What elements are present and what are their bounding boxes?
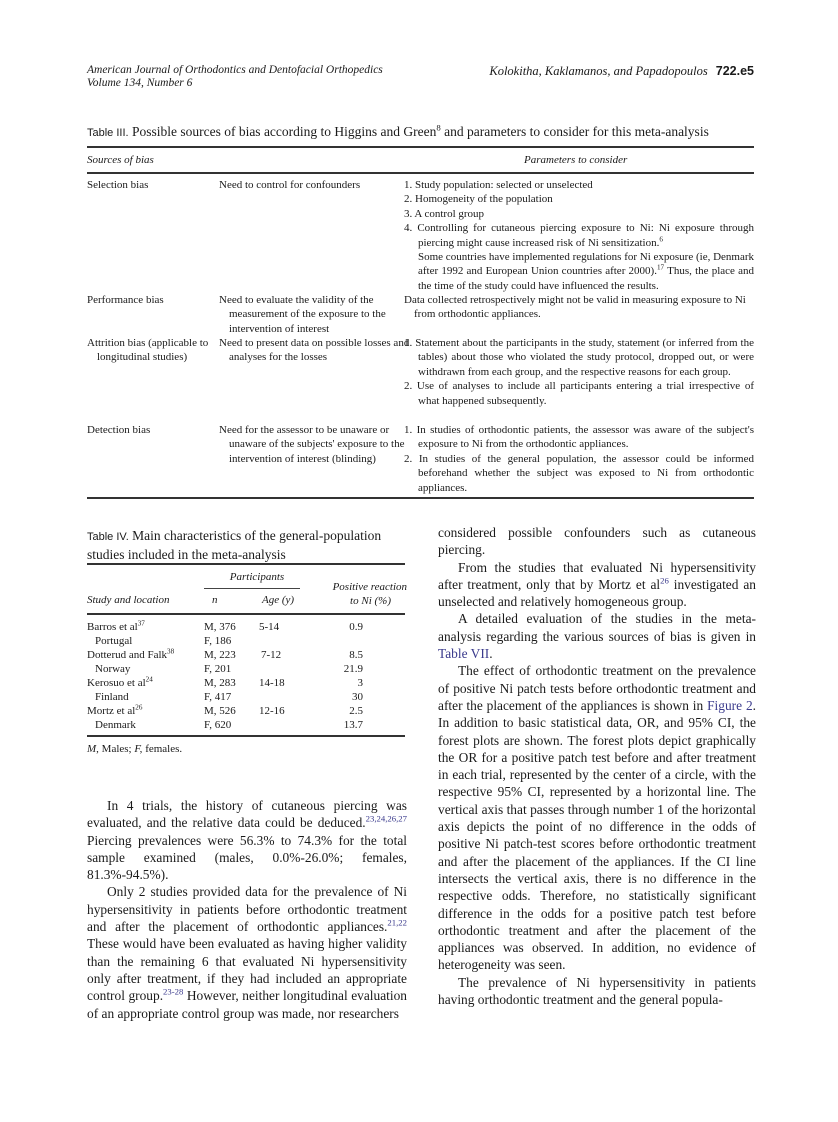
table4-row-pos-m: 8.5	[349, 649, 363, 661]
paragraph: considered possible confounders such as cutaneous piercing.	[438, 525, 756, 558]
table3-row-need: Need to evaluate the validity of the measurement of the exposure to the intervention of interest	[219, 294, 386, 335]
citation-link[interactable]: 23-28	[163, 986, 184, 997]
citation-link[interactable]: 21,22	[387, 917, 407, 928]
journal-title: American Journal of Orthodontics and Dentofacial Orthopedics	[87, 64, 383, 76]
table4-row-study: Barros et $al^{37}$	[87, 619, 145, 633]
table4-row-pos-f: 13.7	[343, 719, 363, 731]
table4-row-pos-m: 0.9	[349, 621, 363, 633]
table3-col-params: Parameters to consider	[524, 154, 628, 166]
table3-col-sources: Sources of bias	[87, 154, 154, 166]
table4-row-location: Denmark	[95, 719, 136, 731]
table4-row-n-f: F, 620	[204, 719, 232, 731]
figure-2-link[interactable]: Figure 2	[707, 697, 753, 713]
table4-row-age: 7-12	[261, 649, 282, 661]
table4-row-study: Mortz et $al^{26}$	[87, 703, 143, 717]
authors: Kolokitha, Kaklamanos, and Papadopoulos	[489, 64, 708, 78]
table4-row-n-m: M, 283	[204, 677, 236, 689]
table4-row-pos-m: 3	[357, 677, 363, 689]
table4-col-study: Study and location	[87, 594, 170, 606]
table4-row-pos-f: 30	[352, 691, 363, 703]
table4-row-n-f: F, 186	[204, 635, 232, 647]
table4-row-study: Kerosuo et $al^{24}$	[87, 675, 153, 689]
table4-row-n-m: M, 376	[204, 621, 236, 633]
table3-row-source: Performance bias	[87, 294, 164, 306]
paragraph: A detailed evaluation of the studies in the meta-analysis regarding the various sources of bias is given in Table VII.	[438, 611, 756, 662]
page-number: 722.e5	[715, 64, 754, 78]
table4-col-age: Age (y)	[262, 594, 295, 606]
table3-row-params: 1. Statement about the participants in the study, statement (or inferred from the tables) about those who violated the study protocol, dropped out, or were withdrawn from each group, and the respective reasons for each group. 2. Use of analyses to include all participants entering a trial irrespective of what happened subsequently.	[404, 337, 754, 407]
table3-row-need: Need for the assessor to be unaware or unaware of the subjects' exposure to the intervention of interest (blinding)	[219, 424, 405, 465]
body-right-column	[438, 524, 756, 1008]
paragraph: Only 2 studies provided data for the prevalence of Ni hypersensitivity in patients before orthodontic treatment and after the placement of orthodontic appliances.$^{21,22}$ These would have been evaluated as having higher validity than the remaining 6 that evaluated Ni hypersensitivity only after treatment, if they had included an appropriate control group.$^{23-28}$ However, neither longitudinal evaluation of an appropriate control group was made, nor researchers	[87, 884, 407, 1021]
table3-row-source: Detection bias	[87, 424, 151, 436]
body-left-column	[87, 797, 407, 1022]
table4-label: Table IV.	[87, 531, 129, 543]
table3-row-params: Data collected retrospectively might not be valid in measuring exposure to Ni from orthodontic appliances.	[404, 294, 746, 321]
table4-bottom-rule	[87, 735, 405, 737]
table4-row-age: 14-18	[259, 677, 285, 689]
table4-footnote: M, Males; F, females.	[87, 743, 183, 755]
table4-row-pos-m: 2.5	[349, 705, 363, 717]
table4-row-pos-f: 21.9	[343, 663, 363, 675]
table3-row-params: 1. Study population: selected or unselected 2. Homogeneity of the population 3. A control group 4. Controlling for cutaneous piercing exposure to Ni: Ni exposure through piercing might cause increased risk of Ni sensitization.$^6$ Some countries have implemented regulations for Ni exposure (ie, Denmark after 1992 and European Union countries after 2000).$^{17}$ Thus, the place and the time of the study could have influenced the results.	[404, 179, 755, 292]
table3-row-need: Need to present data on possible losses and analyses for the losses	[219, 337, 410, 364]
table4-col-positive: Positive reaction to Ni (%)	[332, 581, 407, 607]
table4-row-age: 12-16	[259, 705, 285, 717]
table-vii-link[interactable]: Table VII	[438, 646, 490, 662]
table3-caption: Table III. Possible sources of bias according to Higgins and Green$^8$ and parameters to consider for this meta-analysis	[87, 122, 709, 139]
paragraph: The prevalence of Ni hypersensitivity in patients having orthodontic treatment and the general popula-	[438, 974, 756, 1008]
paragraph: The effect of orthodontic treatment on the prevalence of positive Ni patch tests before orthodontic treatment and after the placement of the appliances is shown in Figure 2. In addition to basic statistical data, OR, and 95% CI, the forest plots are shown. The forest plots depict graphically the OR for a positive patch test before and after treatment in each trial, represented by the center of a circle, with the respective 95% CI, represented by a horizontal line. The vertical axis that passes through number 1 of the horizontal axis depicts the point of no difference in the odds of positive Ni patch-test scores before orthodontic treatment and after the placement of the appliances. If the CI line intersects the vertical axis, there is no difference in the respective odds. Therefore, no statistically significant difference in the odds for a positive patch test before orthodontic treatment and after the placement of the appliances was observed. In addition, no evidence of heterogeneity was seen.	[438, 663, 756, 973]
journal-volume: Volume 134, Number 6	[87, 77, 193, 89]
table4-row-location: Portugal	[95, 635, 133, 647]
table4-col-n: n	[212, 594, 218, 606]
table4-row-n-f: F, 417	[204, 691, 232, 703]
table4-row-study: Dotterud and Falk$^{38}$	[87, 647, 175, 661]
table3-row-source: Selection bias	[87, 179, 149, 191]
table4-row-n-m: M, 223	[204, 649, 236, 661]
table4-row-n-m: M, 526	[204, 705, 236, 717]
table3-row-need: Need to control for confounders	[219, 179, 361, 191]
paragraph: In 4 trials, the history of cutaneous piercing was evaluated, and the relative data could be deduced.$^{23,24,26,27}$ Piercing prevalences were 56.3% to 74.3% for the total sample examined (males, 0.0%-26.0%; females, 81.3%-94.5%).	[87, 798, 407, 883]
table4-participants-rule	[204, 588, 300, 589]
citation-link[interactable]: 23,24,26,27	[365, 813, 407, 824]
table3-label: Table III.	[87, 127, 129, 139]
table3-row-source: Attrition bias (applicable to longitudinal studies)	[87, 337, 209, 364]
table4-row-age: 5-14	[259, 621, 280, 633]
table4-row-location: Finland	[95, 691, 129, 703]
paragraph: From the studies that evaluated Ni hypersensitivity after treatment, only that by Mortz et $al^{26}$ investigated an unselected and relatively homogeneous group.	[438, 559, 756, 610]
table3-row-params: 1. In studies of orthodontic patients, the assessor was aware of the subject's exposure to Ni from the orthodontic appliances. 2. In studies of the general population, the assessor could be informed beforehand whether the subject was exposed to Ni from orthodontic appliances.	[404, 424, 754, 494]
table4-col-participants: Participants	[229, 571, 285, 583]
citation-link[interactable]: 26	[660, 575, 669, 586]
table4-row-n-f: F, 201	[204, 663, 232, 675]
table4-row-location: Norway	[95, 663, 131, 675]
table4-caption: Table IV. Main characteristics of the general-population studies included in the meta-analysis	[87, 528, 382, 562]
table4-header-rule	[87, 613, 405, 615]
